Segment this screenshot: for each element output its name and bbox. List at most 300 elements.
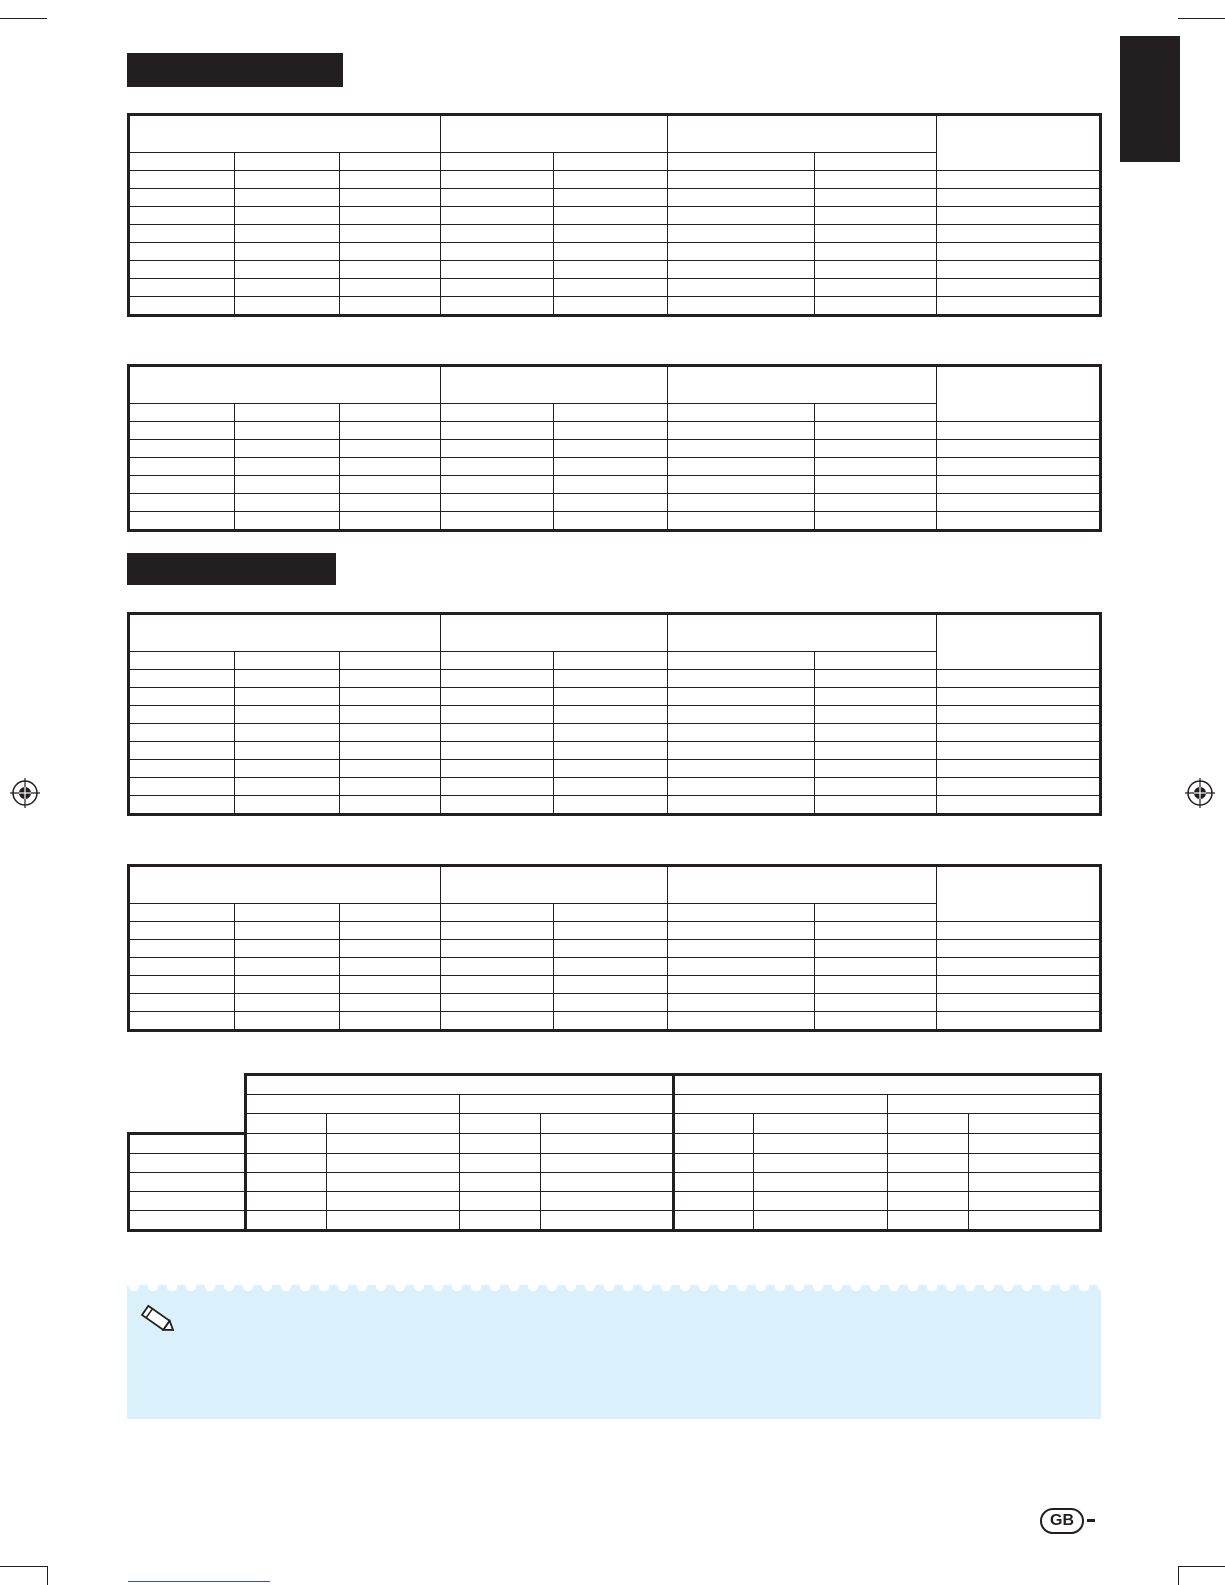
- table-subheader-cell: [815, 404, 937, 422]
- table-row: [129, 994, 1101, 1012]
- table-cell: [246, 1133, 327, 1153]
- table-cell: [460, 1095, 673, 1114]
- table-cell: [340, 171, 441, 189]
- table-cell: [937, 225, 1101, 243]
- table-cell: [340, 458, 441, 476]
- crop-mark-bottom-left-h: [0, 1566, 47, 1567]
- table-cell: [667, 494, 815, 512]
- table-subheader-cell: [340, 153, 441, 171]
- table-cell: [754, 1133, 887, 1153]
- table-cell: [340, 994, 441, 1012]
- table-cell: [554, 494, 667, 512]
- table-row: [129, 724, 1101, 742]
- table-cell: [340, 688, 441, 706]
- table-cell: [327, 1114, 460, 1134]
- table-row: [129, 207, 1101, 225]
- table-cell: [815, 171, 937, 189]
- table-cell: [441, 670, 554, 688]
- table-cell: [667, 189, 815, 207]
- table-cell: [235, 279, 340, 297]
- table-cell: [441, 778, 554, 796]
- table-cell: [937, 243, 1101, 261]
- table-cell: [815, 297, 937, 316]
- table-cell: [235, 958, 340, 976]
- table-cell: [937, 940, 1101, 958]
- table-cell: [129, 778, 235, 796]
- table-cell: [815, 778, 937, 796]
- table-cell: [937, 760, 1101, 778]
- table-header-cell: [441, 366, 667, 404]
- table-blank-cell: [129, 1075, 246, 1095]
- table-row: [129, 440, 1101, 458]
- table-cell: [968, 1191, 1100, 1210]
- table-cell: [554, 778, 667, 796]
- table-cell: [554, 760, 667, 778]
- table-row: [129, 940, 1101, 958]
- table-row: [129, 494, 1101, 512]
- table-cell: [129, 958, 235, 976]
- table-cell: [815, 742, 937, 760]
- table-cell: [937, 976, 1101, 994]
- table-header-cell: [937, 115, 1101, 171]
- table-cell: [815, 458, 937, 476]
- table-cell: [441, 958, 554, 976]
- table-cell: [235, 422, 340, 440]
- note-box-scalloped-edge: [127, 1279, 1101, 1293]
- table-subheader-cell: [235, 652, 340, 670]
- table-cell: [441, 724, 554, 742]
- crop-mark-top-left-h: [0, 18, 47, 19]
- table-cell: [554, 243, 667, 261]
- table-cell: [327, 1133, 460, 1153]
- table-cell: [129, 1012, 235, 1031]
- table-subheader-cell: [235, 153, 340, 171]
- table-subheader-cell: [129, 153, 235, 171]
- table-cell: [235, 778, 340, 796]
- table-cell: [937, 994, 1101, 1012]
- table-cell: [340, 189, 441, 207]
- table-subheader-cell: [129, 404, 235, 422]
- table-header-cell: [441, 614, 667, 652]
- table-cell: [673, 1153, 754, 1172]
- table-row: [129, 225, 1101, 243]
- table-cell: [129, 796, 235, 815]
- table-cell: [667, 958, 815, 976]
- table-row: [129, 922, 1101, 940]
- table-cell: [235, 976, 340, 994]
- table-cell: [235, 688, 340, 706]
- table-cell: [667, 976, 815, 994]
- table-cell: [815, 994, 937, 1012]
- table-cell: [340, 297, 441, 316]
- table-cell: [887, 1210, 968, 1230]
- table-cell: [554, 742, 667, 760]
- table-cell: [815, 796, 937, 815]
- table-cell: [235, 207, 340, 225]
- table-cell: [235, 440, 340, 458]
- table-cell: [937, 706, 1101, 724]
- table-cell: [340, 225, 441, 243]
- table-cell: [340, 976, 441, 994]
- spec-table-3: [127, 612, 1102, 816]
- table-cell: [667, 760, 815, 778]
- table-cell: [340, 261, 441, 279]
- table-cell: [441, 742, 554, 760]
- table-cell: [129, 688, 235, 706]
- crop-mark-bottom-right-h: [1178, 1566, 1225, 1567]
- table-cell: [441, 760, 554, 778]
- table-row: [129, 688, 1101, 706]
- table-cell: [460, 1133, 541, 1153]
- pencil-icon: [136, 1302, 180, 1338]
- table-cell: [667, 440, 815, 458]
- table-cell: [246, 1153, 327, 1172]
- table-cell: [235, 261, 340, 279]
- table-cell: [754, 1114, 887, 1134]
- table-cell: [327, 1172, 460, 1191]
- table-cell: [441, 1012, 554, 1031]
- table-cell: [541, 1172, 673, 1191]
- table-cell: [129, 458, 235, 476]
- table-cell: [340, 512, 441, 531]
- table-cell: [937, 494, 1101, 512]
- table-row: [129, 1012, 1101, 1031]
- table-cell: [554, 279, 667, 297]
- table-cell: [554, 922, 667, 940]
- table-cell: [340, 670, 441, 688]
- table-cell: [235, 494, 340, 512]
- table-cell: [441, 476, 554, 494]
- table-cell: [667, 422, 815, 440]
- table-cell: [129, 512, 235, 531]
- table-cell: [754, 1172, 887, 1191]
- table-cell: [235, 476, 340, 494]
- table-cell: [937, 778, 1101, 796]
- table-row: [129, 189, 1101, 207]
- table-cell: [815, 940, 937, 958]
- table-cell: [441, 440, 554, 458]
- table-cell: [815, 189, 937, 207]
- table-cell: [129, 1191, 246, 1210]
- table-cell: [554, 440, 667, 458]
- table-cell: [340, 243, 441, 261]
- table-header-cell: [667, 366, 937, 404]
- page-number-dash: [1087, 1519, 1095, 1522]
- table-row: [129, 512, 1101, 531]
- table-subheader-cell: [340, 404, 441, 422]
- table-cell: [246, 1095, 460, 1114]
- table-cell: [441, 494, 554, 512]
- table-cell: [815, 476, 937, 494]
- registration-target-left-icon: [10, 778, 40, 808]
- av-signal-table: [127, 1073, 1102, 1232]
- table-row: [129, 1191, 1101, 1210]
- table-subheader-cell: [129, 904, 235, 922]
- table-row: [129, 243, 1101, 261]
- table-cell: [937, 958, 1101, 976]
- table-subheader-cell: [554, 904, 667, 922]
- table-cell: [815, 279, 937, 297]
- table-cell: [667, 279, 815, 297]
- table-cell: [554, 724, 667, 742]
- table-cell: [235, 512, 340, 531]
- table-header-cell: [129, 115, 441, 153]
- table-cell: [460, 1210, 541, 1230]
- table-cell: [667, 994, 815, 1012]
- section-header-bar-1: [127, 53, 343, 87]
- spec-table-2: [127, 364, 1102, 532]
- table-cell: [441, 796, 554, 815]
- table-cell: [937, 422, 1101, 440]
- table-cell: [129, 422, 235, 440]
- table-cell: [937, 440, 1101, 458]
- table-subheader-cell: [667, 904, 815, 922]
- table-cell: [815, 688, 937, 706]
- table-cell: [673, 1114, 754, 1134]
- table-row: [129, 760, 1101, 778]
- table-row: [129, 1153, 1101, 1172]
- table-cell: [937, 670, 1101, 688]
- table-cell: [340, 1012, 441, 1031]
- table-row: [129, 171, 1101, 189]
- table-cell: [129, 922, 235, 940]
- table-cell: [327, 1210, 460, 1230]
- table-cell: [754, 1191, 887, 1210]
- table-cell: [340, 422, 441, 440]
- table-header-cell: [441, 115, 667, 153]
- table-cell: [815, 422, 937, 440]
- table-cell: [667, 512, 815, 531]
- table-header-cell: [441, 866, 667, 904]
- table-subheader-cell: [441, 153, 554, 171]
- table-row: [129, 958, 1101, 976]
- table-row: [129, 422, 1101, 440]
- table-cell: [541, 1191, 673, 1210]
- table-cell: [235, 225, 340, 243]
- section-header-bar-2: [127, 553, 336, 585]
- table-cell: [815, 261, 937, 279]
- table-row: [129, 976, 1101, 994]
- table-cell: [667, 476, 815, 494]
- table-cell: [887, 1191, 968, 1210]
- table-cell: [554, 297, 667, 316]
- table-cell: [673, 1133, 754, 1153]
- table-cell: [673, 1095, 887, 1114]
- table-cell: [129, 189, 235, 207]
- table-cell: [235, 760, 340, 778]
- table-cell: [129, 742, 235, 760]
- language-badge: GB: [1040, 1508, 1084, 1534]
- table-cell: [815, 922, 937, 940]
- table-cell: [129, 1133, 246, 1153]
- table-cell: [129, 440, 235, 458]
- table-cell: [937, 476, 1101, 494]
- table-cell: [887, 1172, 968, 1191]
- table-cell: [441, 279, 554, 297]
- table-cell: [235, 297, 340, 316]
- table-cell: [554, 976, 667, 994]
- table-row: [129, 476, 1101, 494]
- table-cell: [554, 1012, 667, 1031]
- table-header-cell: [129, 866, 441, 904]
- table-cell: [554, 225, 667, 243]
- table-row: [129, 297, 1101, 316]
- footer-link-underline: [128, 1581, 270, 1582]
- table-cell: [554, 958, 667, 976]
- table-cell: [554, 207, 667, 225]
- table-row: [129, 778, 1101, 796]
- table-cell: [667, 171, 815, 189]
- table-blank-cell: [129, 1114, 246, 1134]
- table-cell: [887, 1095, 1100, 1114]
- table-cell: [667, 297, 815, 316]
- table-row: [129, 670, 1101, 688]
- table-cell: [673, 1191, 754, 1210]
- table-cell: [937, 171, 1101, 189]
- table-cell: [815, 760, 937, 778]
- table-cell: [340, 706, 441, 724]
- table-cell: [673, 1172, 754, 1191]
- table-cell: [129, 171, 235, 189]
- table-cell: [246, 1114, 327, 1134]
- table-header-cell: [937, 614, 1101, 670]
- table-subheader-cell: [815, 652, 937, 670]
- table-cell: [340, 742, 441, 760]
- table-cell: [815, 494, 937, 512]
- table-subheader-cell: [235, 404, 340, 422]
- table-subheader-cell: [340, 904, 441, 922]
- table-cell: [554, 261, 667, 279]
- table-cell: [667, 742, 815, 760]
- table-cell: [235, 922, 340, 940]
- table-cell: [667, 706, 815, 724]
- table-subheader-cell: [815, 904, 937, 922]
- table-blank-cell: [129, 1095, 246, 1114]
- table-cell: [815, 976, 937, 994]
- table-cell: [441, 243, 554, 261]
- table-cell: [441, 940, 554, 958]
- crop-mark-top-right-h: [1178, 18, 1225, 19]
- table-cell: [937, 742, 1101, 760]
- table-cell: [327, 1153, 460, 1172]
- table-row: [129, 458, 1101, 476]
- table-cell: [667, 225, 815, 243]
- table-cell: [667, 778, 815, 796]
- table-cell: [441, 189, 554, 207]
- table-cell: [129, 940, 235, 958]
- table-cell: [129, 279, 235, 297]
- table-cell: [815, 512, 937, 531]
- table-cell: [667, 670, 815, 688]
- table-cell: [667, 207, 815, 225]
- table-cell: [235, 994, 340, 1012]
- table-cell: [460, 1172, 541, 1191]
- table-cell: [554, 796, 667, 815]
- table-cell: [441, 422, 554, 440]
- table-cell: [235, 171, 340, 189]
- table-cell: [541, 1133, 673, 1153]
- table-header-cell: [667, 115, 937, 153]
- table-cell: [235, 1012, 340, 1031]
- table-cell: [937, 279, 1101, 297]
- table-cell: [129, 1153, 246, 1172]
- table-cell: [441, 688, 554, 706]
- table-cell: [441, 994, 554, 1012]
- table-subheader-cell: [667, 404, 815, 422]
- table-cell: [937, 922, 1101, 940]
- table-cell: [667, 243, 815, 261]
- table-cell: [815, 958, 937, 976]
- table-cell: [754, 1210, 887, 1230]
- table-cell: [667, 458, 815, 476]
- table-cell: [754, 1153, 887, 1172]
- table-cell: [815, 706, 937, 724]
- table-cell: [667, 1012, 815, 1031]
- table-cell: [340, 796, 441, 815]
- table-cell: [129, 1172, 246, 1191]
- table-cell: [937, 796, 1101, 815]
- table-cell: [673, 1210, 754, 1230]
- table-row: [129, 742, 1101, 760]
- table-cell: [129, 261, 235, 279]
- table-cell: [460, 1153, 541, 1172]
- table-cell: [340, 760, 441, 778]
- table-cell: [667, 796, 815, 815]
- table-cell: [541, 1210, 673, 1230]
- table-cell: [667, 940, 815, 958]
- note-box: [127, 1285, 1101, 1419]
- table-row: [129, 1210, 1101, 1230]
- table-subheader-cell: [235, 904, 340, 922]
- table-cell: [937, 724, 1101, 742]
- table-cell: [246, 1172, 327, 1191]
- table-row: [129, 796, 1101, 815]
- table-header-cell: [937, 366, 1101, 422]
- table-header-cell: [667, 614, 937, 652]
- table-cell: [815, 724, 937, 742]
- table-subheader-cell: [667, 652, 815, 670]
- table-cell: [887, 1153, 968, 1172]
- table-row: [129, 706, 1101, 724]
- table-cell: [554, 512, 667, 531]
- table-row: [129, 279, 1101, 297]
- table-cell: [554, 940, 667, 958]
- table-cell: [441, 706, 554, 724]
- table-cell: [968, 1153, 1100, 1172]
- table-cell: [460, 1191, 541, 1210]
- table-cell: [968, 1210, 1100, 1230]
- table-cell: [235, 742, 340, 760]
- table-cell: [554, 688, 667, 706]
- table-subheader-cell: [441, 652, 554, 670]
- table-header-cell: [937, 866, 1101, 922]
- language-side-tab: [1120, 36, 1180, 162]
- table-cell: [340, 494, 441, 512]
- table-cell: [441, 171, 554, 189]
- table-subheader-cell: [340, 652, 441, 670]
- table-cell: [129, 297, 235, 316]
- table-cell: [441, 261, 554, 279]
- table-cell: [815, 243, 937, 261]
- table-cell: [937, 207, 1101, 225]
- table-cell: [554, 458, 667, 476]
- table-cell: [667, 688, 815, 706]
- table-cell: [340, 922, 441, 940]
- table-cell: [968, 1133, 1100, 1153]
- table-cell: [937, 688, 1101, 706]
- table-cell: [340, 778, 441, 796]
- table-cell: [554, 706, 667, 724]
